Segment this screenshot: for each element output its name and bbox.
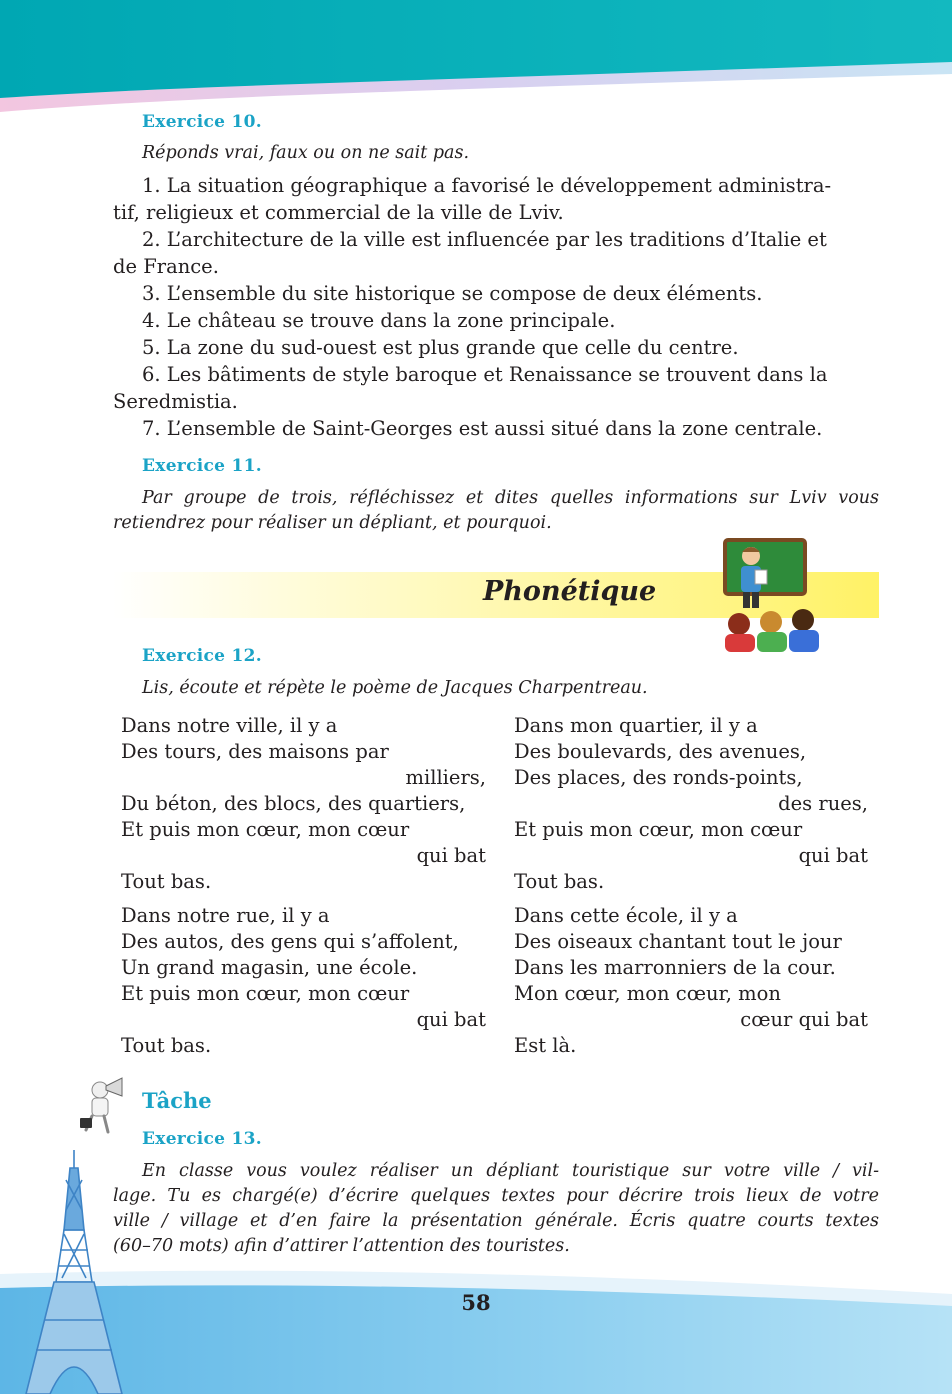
poem-line: cœur qui bat bbox=[740, 1008, 868, 1031]
exercise-10-line: de France. bbox=[113, 255, 219, 278]
exercise-11-line: Par groupe de trois, réfléchissez et dites quelles informations sur Lviv vous bbox=[142, 488, 879, 508]
poem-line: des rues, bbox=[778, 792, 868, 815]
exercise-13-text bbox=[113, 1159, 879, 1259]
exercise-10-line: 1. La situation géographique a favorisé le développement administra- bbox=[142, 174, 832, 197]
megaphone-man-icon bbox=[76, 1074, 138, 1136]
exercise-10-line: tif, religieux et commercial de la ville de Lviv. bbox=[113, 201, 564, 224]
poem-line: Du béton, des blocs, des quartiers, bbox=[121, 792, 466, 815]
exercise-13-line: (60–70 mots) afin d’attirer l’attention des touristes. bbox=[113, 1236, 570, 1256]
exercise-13-line: lage. Tu es chargé(e) d’écrire quelques textes pour décrire trois lieux de votre bbox=[113, 1186, 879, 1206]
page-number: 58 bbox=[461, 1290, 491, 1315]
exercise-10-instruction: Réponds vrai, faux ou on ne sait pas. bbox=[142, 143, 470, 163]
poem-line: qui bat bbox=[416, 844, 486, 867]
poem-line: Et puis mon cœur, mon cœur bbox=[121, 818, 410, 841]
poem-line: Des boulevards, des avenues, bbox=[514, 740, 807, 763]
poem-line: Des places, des ronds-points, bbox=[514, 766, 803, 789]
exercise-10-line: Seredmistia. bbox=[113, 390, 238, 413]
poem-stanza-2 bbox=[514, 713, 868, 895]
poem-stanza-1 bbox=[121, 713, 486, 895]
exercise-10-line: 3. L’ensemble du site historique se compose de deux éléments. bbox=[142, 282, 763, 305]
exercise-10-line: 6. Les bâtiments de style baroque et Renaissance se trouvent dans la bbox=[142, 363, 828, 386]
poem-stanza-3 bbox=[121, 903, 486, 1059]
exercise-11-text bbox=[113, 486, 879, 536]
bottom-band bbox=[0, 1254, 952, 1394]
poem-line: Tout bas. bbox=[514, 870, 605, 893]
poem-stanza-4 bbox=[514, 903, 868, 1059]
poem-line: Dans cette école, il y a bbox=[514, 904, 738, 927]
exercise-10-line: 4. Le château se trouve dans la zone principale. bbox=[142, 309, 616, 332]
poem-line: Dans notre rue, il y a bbox=[121, 904, 330, 927]
exercise-11-line: retiendrez pour réaliser un dépliant, et pourquoi. bbox=[113, 513, 552, 533]
poem-line: Des oiseaux chantant tout le jour bbox=[514, 930, 842, 953]
exercise-13-title: Exercice 13. bbox=[142, 1129, 262, 1149]
exercise-10-title: Exercice 10. bbox=[142, 112, 262, 132]
poem-line: Mon cœur, mon cœur, mon bbox=[514, 982, 781, 1005]
poem-line: Tout bas. bbox=[121, 870, 212, 893]
exercise-13-line: En classe vous voulez réaliser un dépliant touristique sur votre ville / vil- bbox=[142, 1161, 879, 1181]
poem-line: Dans mon quartier, il y a bbox=[514, 714, 758, 737]
poem-line: Des autos, des gens qui s’affolent, bbox=[121, 930, 459, 953]
exercise-12-title: Exercice 12. bbox=[142, 646, 262, 666]
poem-line: Est là. bbox=[514, 1034, 577, 1057]
exercise-10-line: 7. L’ensemble de Saint-Georges est aussi situé dans la zone centrale. bbox=[142, 417, 823, 440]
poem-line: Dans notre ville, il y a bbox=[121, 714, 338, 737]
poem-line: milliers, bbox=[405, 766, 486, 789]
exercise-12-instruction: Lis, écoute et répète le poème de Jacques Charpentreau. bbox=[142, 678, 648, 698]
exercise-13-line: ville / village et d’en faire la présentation générale. Écris quatre courts textes bbox=[113, 1211, 879, 1231]
section-title: Phonétique bbox=[483, 576, 657, 607]
poem-line: Un grand magasin, une école. bbox=[121, 956, 418, 979]
poem-line: Dans les marronniers de la cour. bbox=[514, 956, 836, 979]
top-banner bbox=[0, 0, 952, 130]
exercise-10-line: 2. L’architecture de la ville est influencée par les traditions d’Italie et bbox=[142, 228, 827, 251]
poem-line: Et puis mon cœur, mon cœur bbox=[121, 982, 410, 1005]
poem-line: qui bat bbox=[798, 844, 868, 867]
poem-line: Tout bas. bbox=[121, 1034, 212, 1057]
poem-line: Et puis mon cœur, mon cœur bbox=[514, 818, 803, 841]
exercise-11-title: Exercice 11. bbox=[142, 456, 262, 476]
tache-title: Tâche bbox=[142, 1088, 212, 1113]
exercise-10-line: 5. La zone du sud-ouest est plus grande que celle du centre. bbox=[142, 336, 739, 359]
teacher-with-students-icon bbox=[713, 536, 833, 656]
poem-line: Des tours, des maisons par bbox=[121, 740, 389, 763]
poem-line: qui bat bbox=[416, 1008, 486, 1031]
